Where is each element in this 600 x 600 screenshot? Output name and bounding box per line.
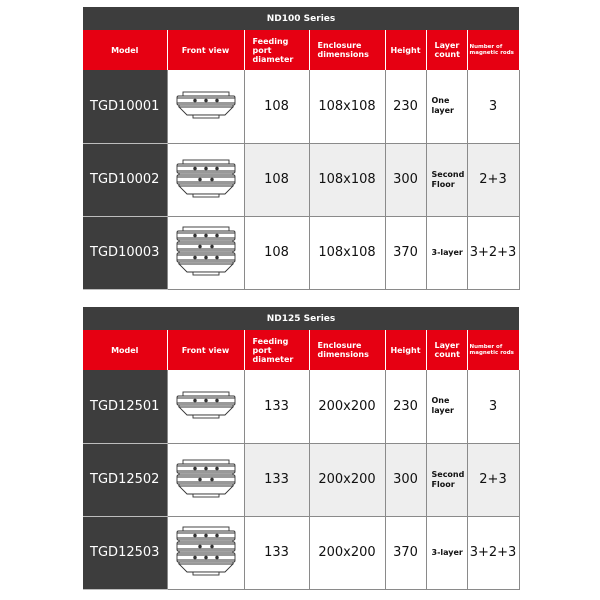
header-row (83, 330, 519, 370)
header-row (83, 30, 519, 70)
rods-cell: 3+2+3 (467, 216, 519, 289)
series-title: ND125 Series (83, 307, 519, 330)
feeding-port-cell: 108 (244, 143, 309, 216)
enclosure-cell: 200x200 (309, 370, 385, 443)
enclosure-cell: 108x108 (309, 143, 385, 216)
feeding-port-cell: 108 (244, 70, 309, 143)
feeding-port-cell: 133 (244, 370, 309, 443)
magnetic-grate-front-view-icon (173, 90, 239, 123)
header-rods: Number of magnetic rods (467, 30, 519, 70)
feeding-port-cell: 133 (244, 443, 309, 516)
header-front-view: Front view (167, 330, 244, 370)
table-row (83, 70, 519, 143)
table-row (83, 516, 519, 589)
nd125-series-table (83, 307, 519, 590)
header-feeding-port: Feeding port diameter (244, 30, 309, 70)
enclosure-cell: 200x200 (309, 516, 385, 589)
table-row (83, 216, 519, 289)
magnetic-grate-front-view-icon (173, 525, 239, 580)
magnetic-grate-front-view-icon (173, 225, 239, 280)
header-rods: Number of magnetic rods (467, 330, 519, 370)
header-layer-count: Layer count (426, 30, 467, 70)
table-row (83, 370, 519, 443)
height-cell: 370 (385, 516, 426, 589)
model-cell: TGD12503 (83, 516, 167, 589)
magnetic-grate-front-view-icon (173, 458, 239, 502)
rods-cell: 2+3 (467, 443, 519, 516)
enclosure-cell: 108x108 (309, 70, 385, 143)
height-cell: 230 (385, 70, 426, 143)
rods-cell: 3 (467, 70, 519, 143)
front-view-cell (167, 516, 244, 589)
table-row (83, 443, 519, 516)
enclosure-cell: 108x108 (309, 216, 385, 289)
rods-cell: 3+2+3 (467, 516, 519, 589)
front-view-cell (167, 143, 244, 216)
header-enclosure: Enclosure dimensions (309, 30, 385, 70)
table-row (83, 143, 519, 216)
model-cell: TGD10001 (83, 70, 167, 143)
feeding-port-cell: 133 (244, 516, 309, 589)
front-view-cell (167, 370, 244, 443)
header-layer-count: Layer count (426, 330, 467, 370)
layer-count-cell: 3-layer (426, 216, 467, 289)
front-view-cell (167, 70, 244, 143)
feeding-port-cell: 108 (244, 216, 309, 289)
spec-table (83, 330, 520, 590)
model-cell: TGD12501 (83, 370, 167, 443)
height-cell: 230 (385, 370, 426, 443)
header-feeding-port: Feeding port diameter (244, 330, 309, 370)
header-model: Model (83, 30, 167, 70)
height-cell: 300 (385, 443, 426, 516)
model-cell: TGD10003 (83, 216, 167, 289)
layer-count-cell: Second Floor (426, 443, 467, 516)
rods-cell: 2+3 (467, 143, 519, 216)
spec-table (83, 30, 520, 290)
header-height: Height (385, 30, 426, 70)
series-title: ND100 Series (83, 7, 519, 30)
layer-count-cell: Second Floor (426, 143, 467, 216)
layer-count-cell: One layer (426, 370, 467, 443)
header-height: Height (385, 330, 426, 370)
header-enclosure: Enclosure dimensions (309, 330, 385, 370)
front-view-cell (167, 216, 244, 289)
model-cell: TGD12502 (83, 443, 167, 516)
magnetic-grate-front-view-icon (173, 158, 239, 202)
layer-count-cell: 3-layer (426, 516, 467, 589)
layer-count-cell: One layer (426, 70, 467, 143)
height-cell: 300 (385, 143, 426, 216)
front-view-cell (167, 443, 244, 516)
magnetic-grate-front-view-icon (173, 390, 239, 423)
header-model: Model (83, 330, 167, 370)
header-front-view: Front view (167, 30, 244, 70)
height-cell: 370 (385, 216, 426, 289)
rods-cell: 3 (467, 370, 519, 443)
enclosure-cell: 200x200 (309, 443, 385, 516)
model-cell: TGD10002 (83, 143, 167, 216)
nd100-series-table (83, 7, 519, 290)
